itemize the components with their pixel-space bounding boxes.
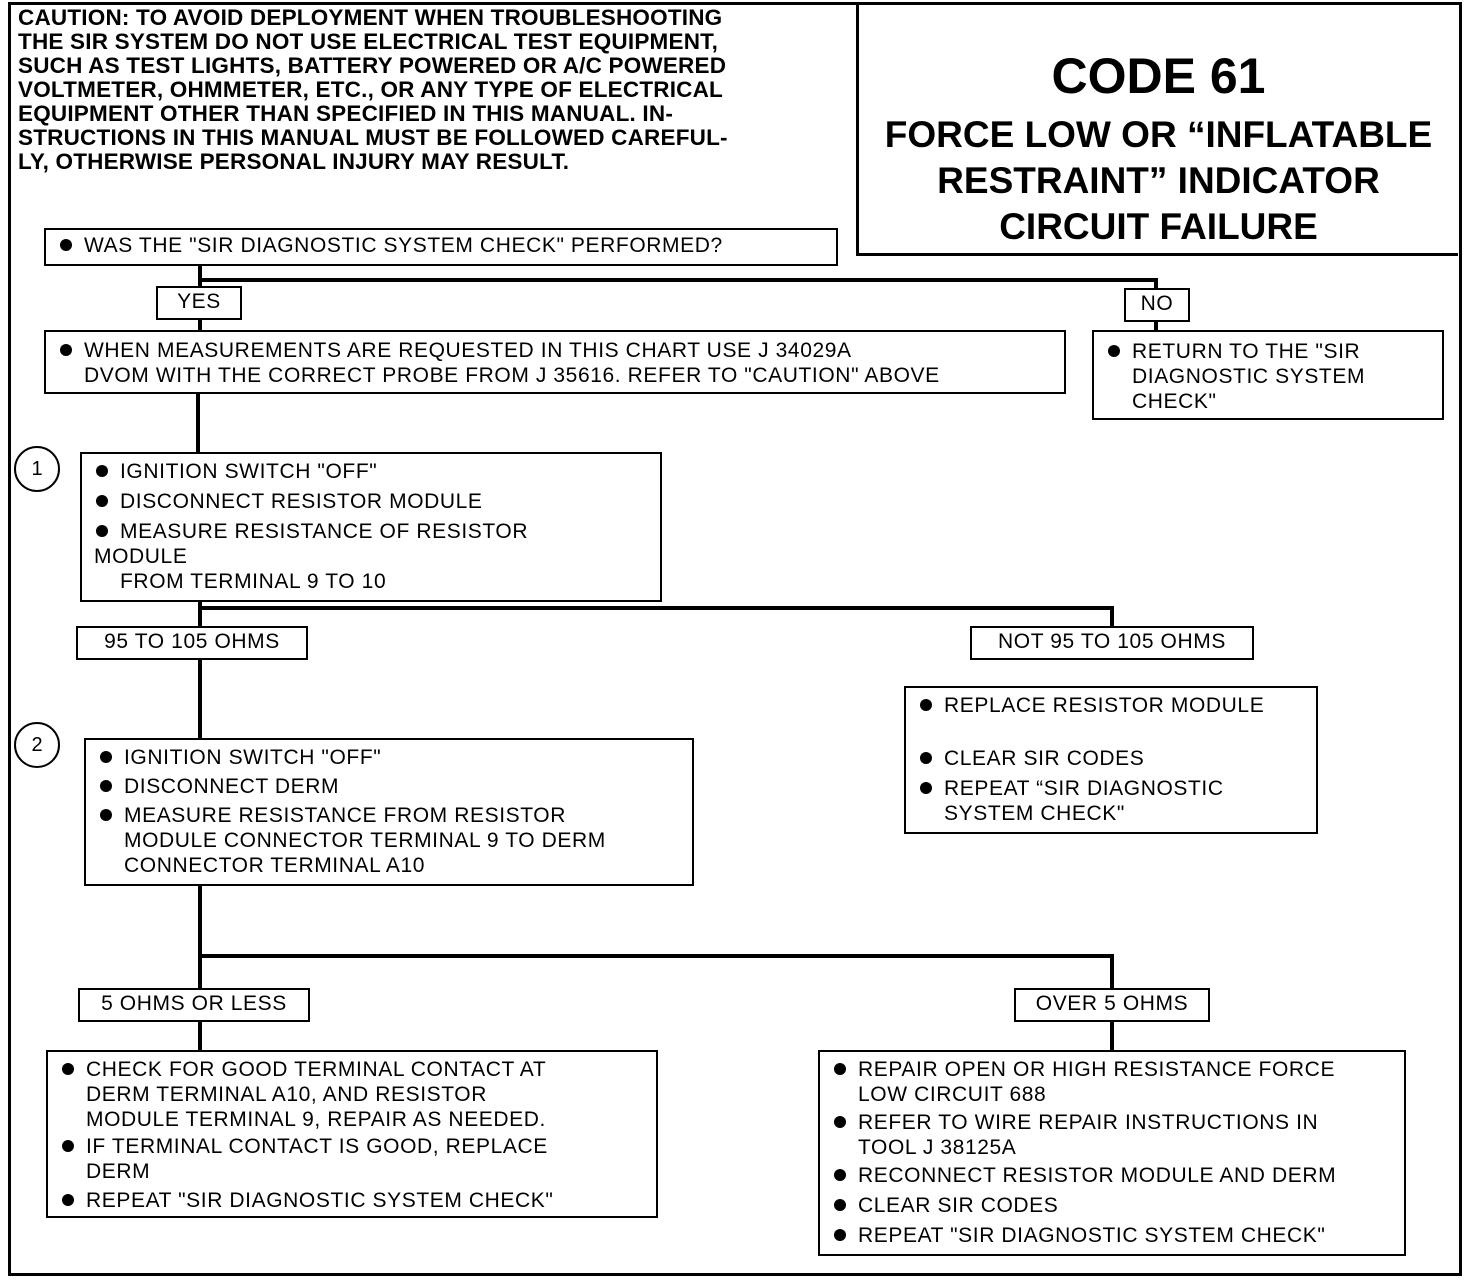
bullet-icon xyxy=(834,1116,846,1128)
flow-step xyxy=(54,233,828,258)
connector-line xyxy=(198,954,1114,958)
flow-step xyxy=(914,693,1308,718)
step-text: DERM TERMINAL A10, AND RESISTOR xyxy=(86,1083,487,1106)
code-description-line: FORCE LOW OR “INFLATABLE xyxy=(884,114,1433,155)
flow-step xyxy=(94,774,684,799)
step-text: WAS THE "SIR DIAGNOSTIC SYSTEM CHECK" PERFORMED? xyxy=(84,234,723,257)
bullet-icon xyxy=(834,1229,846,1241)
bullet-icon xyxy=(1108,345,1120,357)
flow-step xyxy=(54,338,1056,388)
code-description-line: CIRCUIT FAILURE xyxy=(999,206,1318,247)
flow-step xyxy=(828,1163,1396,1188)
yes-label: YES xyxy=(156,286,242,320)
bullet-icon xyxy=(60,344,72,356)
step-text: WHEN MEASUREMENTS ARE REQUESTED IN THIS CHART USE J 34029A xyxy=(84,339,852,362)
code-description-line: RESTRAINT” INDICATOR xyxy=(937,160,1380,201)
step-text: TOOL J 38125A xyxy=(858,1136,1017,1159)
bullet-icon xyxy=(100,809,112,821)
bullet-icon xyxy=(100,780,112,792)
step-text: MEASURE RESISTANCE OF RESISTOR xyxy=(120,520,529,543)
step-text: DISCONNECT RESISTOR MODULE xyxy=(120,490,483,513)
step-text: CHECK FOR GOOD TERMINAL CONTACT AT xyxy=(86,1058,547,1081)
no-label: NO xyxy=(1124,288,1190,322)
bullet-icon xyxy=(60,239,72,251)
flow-step xyxy=(828,1057,1396,1107)
step-text: CLEAR SIR CODES xyxy=(858,1194,1059,1217)
caution-line: CAUTION: TO AVOID DEPLOYMENT WHEN TROUBLESHOOTING xyxy=(18,5,723,30)
flow-step xyxy=(56,1057,648,1132)
flow-step xyxy=(914,776,1308,826)
bullet-icon xyxy=(834,1199,846,1211)
connector-line xyxy=(198,606,1114,610)
step-text: DIAGNOSTIC SYSTEM xyxy=(1132,365,1366,388)
caution-line: STRUCTIONS IN THIS MANUAL MUST BE FOLLOWED CAREFUL- xyxy=(18,125,728,150)
connector-line xyxy=(198,598,202,740)
measurement-instructions-box xyxy=(44,330,1066,394)
flow-step xyxy=(914,746,1308,771)
step-1-box xyxy=(80,452,662,602)
connector-line xyxy=(1110,1020,1114,1052)
step-text: MODULE TERMINAL 9, REPAIR AS NEEDED. xyxy=(86,1108,546,1131)
flow-step xyxy=(90,519,652,594)
step-text: SYSTEM CHECK" xyxy=(944,802,1125,825)
connector-line xyxy=(1110,954,1114,990)
connector-line xyxy=(198,884,202,1054)
flow-step xyxy=(94,745,684,770)
step-text: REPEAT "SIR DIAGNOSTIC SYSTEM CHECK" xyxy=(86,1189,554,1212)
flow-step xyxy=(56,1134,648,1184)
step-text: CHECK" xyxy=(1132,390,1217,413)
bullet-icon xyxy=(96,495,108,507)
code-description xyxy=(859,112,1458,250)
connector-line xyxy=(1110,606,1114,628)
step-1-number: 1 xyxy=(14,446,60,492)
bullet-icon xyxy=(96,525,108,537)
low-resistance-label: 5 OHMS OR LESS xyxy=(78,988,310,1022)
bullet-icon xyxy=(834,1169,846,1181)
sir-check-question-box xyxy=(44,228,838,266)
connector-line xyxy=(196,392,200,454)
caution-line: THE SIR SYSTEM DO NOT USE ELECTRICAL TEST EQUIPMENT, xyxy=(18,29,719,54)
step-text: REPEAT "SIR DIAGNOSTIC SYSTEM CHECK" xyxy=(858,1224,1326,1247)
flow-step xyxy=(56,1188,648,1213)
bullet-icon xyxy=(62,1063,74,1075)
ohms-out-of-range-label: NOT 95 TO 105 OHMS xyxy=(970,626,1254,660)
flow-step xyxy=(90,489,652,514)
step-text: REPLACE RESISTOR MODULE xyxy=(944,694,1265,717)
step-text: CONNECTOR TERMINAL A10 xyxy=(124,854,426,877)
step-text: REFER TO WIRE REPAIR INSTRUCTIONS IN xyxy=(858,1111,1319,1134)
flow-step xyxy=(1102,339,1434,414)
code-header-box xyxy=(856,2,1458,256)
return-to-check-box xyxy=(1092,330,1444,420)
flow-step xyxy=(828,1110,1396,1160)
step-text: DVOM WITH THE CORRECT PROBE FROM J 35616. REFER TO "CAUTION" ABOVE xyxy=(84,364,940,387)
step-text: REPEAT “SIR DIAGNOSTIC xyxy=(944,777,1224,800)
connector-line xyxy=(198,278,1158,282)
flow-step xyxy=(828,1193,1396,1218)
step-text: MODULE CONNECTOR TERMINAL 9 TO DERM xyxy=(124,829,606,852)
step-text: MEASURE RESISTANCE FROM RESISTOR xyxy=(124,804,566,827)
bullet-icon xyxy=(96,465,108,477)
code-number: CODE 61 xyxy=(1051,48,1266,104)
high-resistance-label: OVER 5 OHMS xyxy=(1014,988,1210,1022)
bullet-icon xyxy=(62,1194,74,1206)
bullet-icon xyxy=(920,782,932,794)
replace-resistor-module-box xyxy=(904,686,1318,834)
step-2-number: 2 xyxy=(14,722,60,768)
high-resistance-actions-box xyxy=(818,1050,1406,1256)
step-text: FROM TERMINAL 9 TO 10 xyxy=(120,570,387,593)
step-text: IF TERMINAL CONTACT IS GOOD, REPLACE xyxy=(86,1135,548,1158)
bullet-icon xyxy=(100,751,112,763)
bullet-icon xyxy=(920,699,932,711)
step-text: DERM xyxy=(86,1160,151,1183)
step-2-box xyxy=(84,738,694,886)
low-resistance-actions-box xyxy=(46,1050,658,1218)
flow-step xyxy=(828,1223,1396,1248)
step-text: IGNITION SWITCH "OFF" xyxy=(124,746,382,769)
bullet-icon xyxy=(920,752,932,764)
step-text: RECONNECT RESISTOR MODULE AND DERM xyxy=(858,1164,1337,1187)
caution-notice xyxy=(18,6,808,174)
bullet-icon xyxy=(834,1063,846,1075)
caution-line: EQUIPMENT OTHER THAN SPECIFIED IN THIS MANUAL. IN- xyxy=(18,101,674,126)
flow-step xyxy=(90,459,652,484)
ohms-in-range-label: 95 TO 105 OHMS xyxy=(76,626,308,660)
step-text: IGNITION SWITCH "OFF" xyxy=(120,460,378,483)
flow-step xyxy=(94,803,684,878)
bullet-icon xyxy=(62,1140,74,1152)
step-text: REPAIR OPEN OR HIGH RESISTANCE FORCE xyxy=(858,1058,1336,1081)
caution-line: VOLTMETER, OHMMETER, ETC., OR ANY TYPE OF ELECTRICAL xyxy=(18,77,723,102)
step-text: CLEAR SIR CODES xyxy=(944,747,1145,770)
step-text: MODULE xyxy=(94,545,188,568)
caution-line: SUCH AS TEST LIGHTS, BATTERY POWERED OR A/C POWERED xyxy=(18,53,727,78)
step-text: DISCONNECT DERM xyxy=(124,775,340,798)
step-text: LOW CIRCUIT 688 xyxy=(858,1083,1047,1106)
step-text: RETURN TO THE "SIR xyxy=(1132,340,1361,363)
caution-line: LY, OTHERWISE PERSONAL INJURY MAY RESULT. xyxy=(18,149,570,174)
